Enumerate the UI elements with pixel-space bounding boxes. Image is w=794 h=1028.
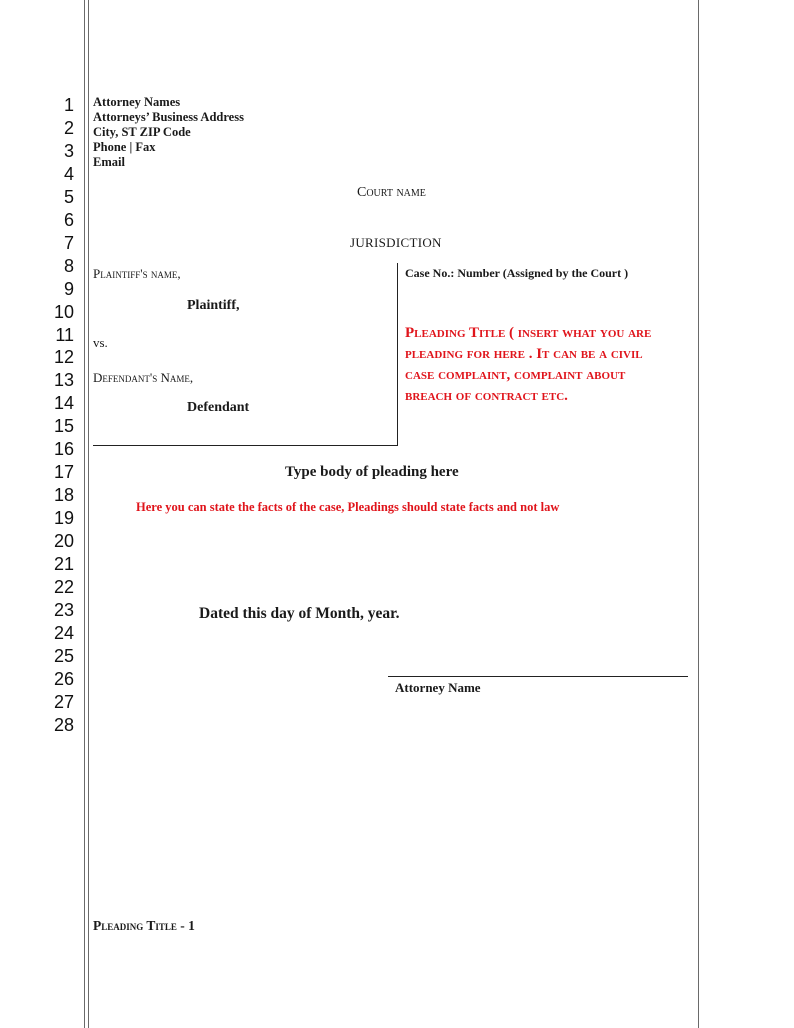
plaintiff-label: Plaintiff,	[187, 298, 240, 313]
footer-title: Pleading Title - 1	[93, 918, 195, 933]
line-number: 7	[63, 232, 74, 253]
line-number: 15	[53, 416, 74, 437]
line-number: 17	[53, 462, 74, 483]
left-margin-rule-outer	[84, 0, 85, 1028]
line-number: 23	[53, 599, 74, 620]
line-number: 11	[55, 324, 74, 345]
line-number: 18	[53, 485, 74, 506]
line-number: 12	[53, 347, 74, 368]
body-heading: Type body of pleading here	[285, 464, 459, 480]
defendant-label: Defendant	[187, 400, 250, 415]
line-number: 28	[53, 714, 74, 735]
right-margin-rule	[698, 0, 699, 1028]
pleading-title-line: breach of contract etc.	[405, 388, 568, 404]
attorney-city: City, ST ZIP Code	[93, 125, 191, 139]
line-number: 3	[63, 140, 74, 161]
dated-line: Dated this day of Month, year.	[199, 605, 400, 622]
jurisdiction: JURISDICTION	[350, 235, 442, 250]
plaintiff-name: Plaintiff's name,	[93, 266, 181, 281]
left-margin-rule-inner	[88, 0, 89, 1028]
caption-vertical-rule	[397, 263, 398, 445]
line-number: 16	[53, 439, 74, 460]
line-number: 19	[53, 508, 74, 529]
attorney-names: Attorney Names	[93, 95, 181, 109]
attorney-phone-fax: Phone | Fax	[93, 140, 156, 154]
line-number: 9	[63, 278, 74, 299]
line-number: 27	[53, 691, 74, 712]
line-number: 25	[53, 645, 74, 666]
pleading-title-line: pleading for here . It can be a civil	[405, 346, 643, 362]
line-number: 22	[53, 576, 74, 597]
line-number: 6	[63, 209, 74, 230]
line-number: 10	[53, 301, 74, 322]
signature-line	[388, 676, 688, 677]
pleading-title-line: Pleading Title ( insert what you are	[405, 325, 652, 341]
line-number: 24	[53, 622, 74, 643]
defendant-name: Defendant's Name,	[93, 370, 194, 385]
line-number: 8	[63, 255, 74, 276]
facts-note: Here you can state the facts of the case, Pleadings should state facts and not law	[136, 500, 560, 514]
attorney-address: Attorneys’ Business Address	[93, 110, 244, 124]
court-name: Court name	[357, 185, 426, 200]
attorney-email: Email	[93, 155, 125, 169]
line-number: 1	[63, 95, 74, 115]
line-number: 4	[63, 163, 74, 184]
pleading-title-line: case complaint, complaint about	[405, 367, 626, 383]
signature-name: Attorney Name	[395, 680, 481, 695]
line-number: 21	[53, 554, 74, 574]
versus: vs.	[93, 335, 108, 350]
line-number: 26	[53, 668, 74, 689]
line-number: 20	[53, 531, 74, 552]
case-number: Case No.: Number (Assigned by the Court )	[405, 266, 629, 280]
line-number: 2	[63, 117, 74, 138]
line-number: 13	[53, 370, 74, 391]
caption-bottom-rule	[93, 445, 398, 446]
line-number: 14	[53, 393, 74, 414]
line-number: 5	[63, 186, 74, 207]
